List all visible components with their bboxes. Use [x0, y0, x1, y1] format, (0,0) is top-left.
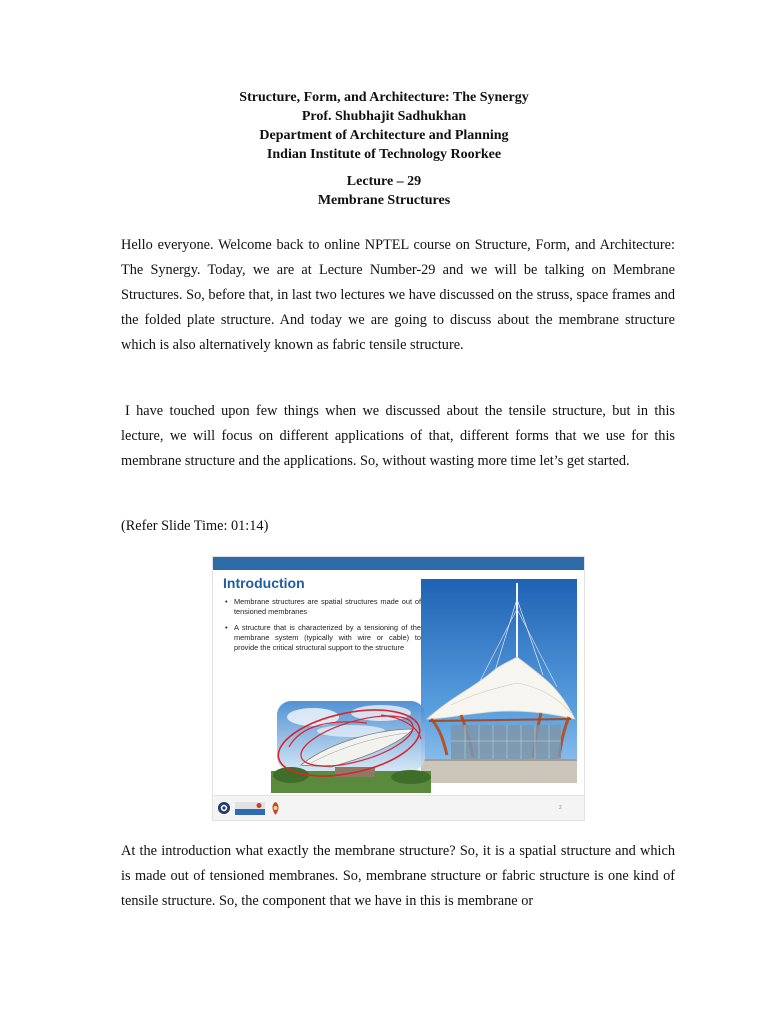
paragraph-overview: I have touched upon few things when we discussed about the tensile structure, but in this lecture, we will focus on different applications of that, different forms that we use for this membrane structure and the applications. So, without wasting more time let’s get started. — [121, 403, 675, 469]
course-title: Structure, Form, and Architecture: The Synergy — [239, 90, 529, 105]
iit-logo-icon — [217, 801, 231, 815]
lecture-title: Membrane Structures — [317, 193, 451, 208]
professor-name: Prof. Shubhajit Sadhukhan — [301, 109, 467, 124]
lecture-heading — [0, 172, 768, 210]
institute-name: Indian Institute of Technology Roorkee — [266, 147, 502, 162]
department-name: Department of Architecture and Planning — [259, 128, 509, 143]
slide-page-number: 2 — [559, 805, 562, 811]
slide-footer — [213, 795, 585, 821]
slide-title: Introduction — [223, 575, 305, 591]
slide-bullet-text: A structure that is characterized by a tensioning of the membrane system (typically with wire or cable) to provide the critical structural support to the structure — [234, 623, 421, 652]
bullet-icon: • — [225, 597, 228, 606]
slide-bullet-item — [223, 623, 421, 653]
paragraph-intro: Hello everyone. Welcome back to online NPTEL course on Structure, Form, and Architecture: The Synergy. Today, we are at Lecture Number-29 and we will be talking on Membrane Structures. So, before that, in last two lectures we have discussed on the struss, space frames and the folded plate structure. And today we are going to discuss about the membrane structure which is also alternatively known as fabric tensile structure. — [121, 237, 675, 353]
course-header — [0, 88, 768, 164]
slide-photo-credit — [499, 786, 500, 790]
membrane-building-photo — [421, 579, 577, 783]
lecture-slide-image — [212, 556, 585, 821]
membrane-canopy-sketch — [271, 695, 431, 793]
slide-top-bar — [213, 557, 585, 570]
nptel-swayam-logo-icon — [235, 802, 265, 815]
refer-slide-time: (Refer Slide Time: 01:14) — [121, 518, 269, 534]
bullet-icon: • — [225, 623, 228, 632]
nptel-emblem-icon — [269, 801, 282, 816]
slide-bullet-item — [223, 597, 421, 617]
slide-bullet-text: Membrane structures are spatial structures made out of tensioned membranes — [234, 597, 421, 616]
paragraph-introduction-explanation: At the introduction what exactly the membrane structure? So, it is a spatial structure and which is made out of tensioned membranes. So, membrane structure or fabric structure is one kind of tensile structure. So, the component that we have in this is membrane or — [121, 843, 675, 909]
lecture-number: Lecture – 29 — [346, 174, 422, 189]
slide-bullet-list — [223, 597, 421, 659]
